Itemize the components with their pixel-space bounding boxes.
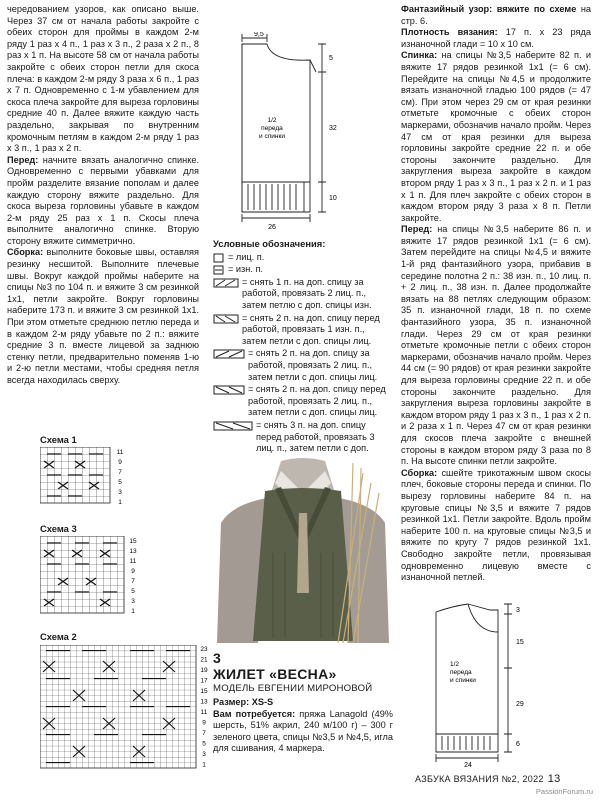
vest-illustration (213, 453, 393, 645)
fancy-text: на стр. 6. (401, 4, 591, 26)
scheme-3-row: 15 (129, 538, 137, 545)
legend-text: = снять 1 п. на доп. спицу за работой, провязать 2 лиц. п., затем петлю с доп. спицы изн. (242, 276, 372, 310)
scheme-2-row: 11 (200, 709, 208, 716)
purl-symbol-icon (213, 265, 225, 275)
legend-text: = снять 2 п. на доп. спицу перед работой, провязать 1 изн. п., затем петли с доп. спицы лиц. (242, 312, 380, 346)
scheme-3-row: 11 (129, 558, 137, 565)
knit-symbol-icon (213, 253, 225, 263)
scheme-2-row: 13 (200, 698, 208, 706)
page-number: 13 (547, 773, 561, 785)
legend-text: = изн. п. (228, 264, 263, 275)
scheme-2-row: 5 (202, 740, 206, 748)
legend-text: = снять 2 п. на доп. спицу перед работой, провязать 2 лиц. п., затем петли с доп. спицы лиц. (248, 384, 386, 418)
legend-text: = снять 3 п. на доп. спицу перед работой, провязать 3 лиц. п., затем петли с доп. (256, 419, 375, 454)
scheme-3-row: 7 (131, 578, 135, 585)
article-model: МОДЕЛЬ ЕВГЕНИИ МИРОНОВОЙ (213, 683, 373, 694)
legend (213, 238, 391, 467)
left-text-column (7, 4, 199, 387)
scheme-1-row: 9 (118, 459, 122, 466)
dim-bottom: 24 (464, 762, 472, 768)
scheme-2-row: 1 (202, 761, 206, 769)
back-text: на спицы №3,5 наберите 82 п. и вяжите 17 рядов резинкой 1х1 (= 6 см). Перейдите на спицы №4,5 и продолжите вязать изнаночной гладью 100 рядов (= 47 см). При этом через 29 см от края резинки отметьте кромочные с обеих сторон маркерами, обозначив начало пройм. Через 47 см от края резинки для выреза горловины закройте средние 22 п. и обе стороны закончите раздельно. Для закругления выреза закройте в каждом втором ряду 1 раз х 3 п., 1 раз х 2 п. и 1 раз х 1 п. Для плеч закройте с обеих сторон в каждом втором ряду 3 раза х 8 п. Петли закройте. (401, 50, 591, 223)
scheme-1-row: 3 (118, 489, 122, 496)
legend-row (213, 384, 391, 419)
density-paragraph (401, 27, 591, 50)
pattern-1-caption: и спинки (259, 133, 285, 140)
scheme-1-chart (40, 447, 130, 509)
materials-text: пряжа Lanagold (49% шерсть, 51% акрил, 240 м/100 г) – 300 г зеленого цвета, спицы №3,5 и №4,5, игла для сшивания, 4 маркера. (213, 708, 393, 754)
pattern-1-caption: переда (261, 125, 283, 132)
dim-side-1: 3 (516, 607, 520, 614)
materials-paragraph (213, 709, 393, 755)
scheme-1-label: Схема 1 (40, 434, 77, 445)
fancy-paragraph (401, 4, 591, 27)
dim-bottom: 26 (268, 224, 276, 231)
front-text: начните вязать аналогично спинке. Одновременно с первыми убавками для пройм разделите вязание пополам и далее каждую сторону вяжите раздельно. Для скоса выреза горловины убавьте в каждом 2-м ряду 25 раз х 1 п. Скосы плеча выполните аналогично спинке. Вторую сторону вяжите симметрично. (7, 154, 199, 246)
watermark: PassionForum.ru (535, 787, 593, 797)
cable-6-front-symbol-icon (213, 421, 253, 431)
left-intro-paragraph: чередованием узоров, как описано выше. Через 37 см от начала работы закройте с обеих сторон для проймы в каждом 2-м ряду 1 раз х 4 п., 1 раз х 3 п., 2 раза х 2 п., 8 раз х 1 п. На высоте 58 см от начала работы закройте с обеих сторон петли для скоса плеча: в каждом 2-м ряду 3 раза х 6 п., 1 раз х 7 п. Одновременно с 1-м убавлением для скоса плеча закройте для выреза горловины средние 40 п. Далее вяжите каждую часть раздельно, закрывая по внутренним кромочным петлям в каждом 2-м ряду 1 раз х 3 п., 1 раз х 2 п. (7, 4, 199, 154)
pattern-diagram-2 (428, 602, 548, 768)
legend-row (213, 252, 391, 264)
cable-right-symbol-icon (213, 278, 239, 288)
scheme-3-row: 3 (131, 598, 135, 605)
right-text-column (401, 4, 591, 584)
cable-4-back-symbol-icon (213, 349, 245, 359)
pattern-diagram-1 (232, 32, 362, 232)
scheme-3-row: 1 (131, 608, 135, 615)
vest-photo (213, 453, 393, 645)
scheme-1-row: 7 (118, 469, 122, 476)
scheme-1-row: 5 (118, 479, 122, 486)
legend-text: = лиц. п. (228, 251, 265, 262)
size-line (213, 697, 393, 709)
right-front-heading: Перед: (401, 224, 433, 235)
page-footer (415, 774, 561, 786)
dim-side-2: 32 (329, 125, 337, 132)
left-assembly-paragraph (7, 247, 199, 386)
article-header (213, 650, 393, 755)
legend-row (213, 348, 391, 383)
scheme-2-row: 15 (200, 688, 208, 695)
dim-side-3: 29 (516, 701, 524, 708)
dim-side-3: 10 (329, 195, 337, 202)
legend-row (213, 277, 391, 312)
scheme-1-row: 1 (118, 499, 122, 506)
scheme-1-row: 11 (116, 449, 124, 456)
scheme-3-chart (40, 536, 140, 620)
legend-row (213, 313, 391, 348)
scheme-2-label: Схема 2 (40, 631, 77, 642)
scheme-3-row: 13 (129, 548, 137, 555)
scheme-2-row: 9 (202, 719, 206, 727)
cable-4-front-symbol-icon (213, 385, 245, 395)
right-front-paragraph (401, 224, 591, 467)
scheme-3-label: Схема 3 (40, 523, 77, 534)
dim-side-2: 15 (516, 639, 524, 646)
scheme-2-row: 23 (200, 646, 208, 653)
article-title: ЖИЛЕТ «ВЕСНА» (213, 666, 337, 682)
density-text: 17 п. х 23 ряда изнаночной глади = 10 х 10 см. (401, 27, 591, 49)
dim-top: 9,5 (254, 32, 264, 38)
scheme-2-row: 21 (200, 656, 208, 664)
pattern-2-caption: и спинки (450, 677, 476, 684)
fancy-heading: Фантазийный узор: (401, 4, 493, 14)
back-heading: Спинка: (401, 50, 438, 61)
left-front-paragraph (7, 155, 199, 248)
article-number: 3 (213, 650, 221, 666)
back-paragraph (401, 50, 591, 224)
right-assembly-paragraph (401, 468, 591, 584)
assembly-heading: Сборка: (7, 247, 44, 258)
front-heading: Перед: (7, 154, 39, 165)
size-value: XS-S (251, 697, 274, 707)
scheme-2-chart (40, 645, 210, 773)
scheme-3-row: 5 (131, 588, 135, 595)
scheme-3-row: 9 (131, 568, 135, 575)
right-front-text: на спицы №3,5 наберите 86 п. и вяжите 17 рядов резинкой 1х1 (= 6 см). Затем перейдите на спицы №4,5 и вяжите 1-й ряд фантазийного узора, прибавив в середине полотна 2 п.: 38 изн. п., 10 лиц. п. + 2 лиц. п., 38 изн. п. Далее продолжайте вязать на 88 петлях следующим образом: 35 п. изнаночной глади, 18 п. по схеме фантазийного узора, 35 п. изнаночной глади. Через 29 см от края резинки отметьте кромочные петли с обеих сторон маркерами, обозначив начало пройм. Через 44 см (= 90 рядов) от края резинки закройте для выреза горловины средние 22 п. и обе стороны закончите раздельно. Для закругления выреза горловины закройте в каждом втором ряду 1 раз х 3 п., 1 раз х 2 п. и 2 раза х 1 п. Через 47 см от края резинки для скосов плеча закройте с внешней стороны в каждом втором ряду 3 раза по 8 п. На высоте спинки петли закройте. (401, 224, 591, 467)
scheme-2-row: 17 (200, 677, 208, 685)
dim-side-4: 6 (516, 741, 520, 748)
pattern-2-caption: 1/2 (450, 661, 460, 668)
assembly-text: выполните боковые швы, оставляя резинку несшитой. Выполните плечевые швы. Вокруг каждой проймы наберите на спицы №3 по 104 п. и вяжите 3 см резинкой 1х1, петли закройте. Вокруг горловины наберите 173 п. и вяжите 3 см резинкой 1х1. При этом отметьте среднюю петлю переда и в каждом 2-м ряду убавьте по 2 п.: вяжите средние 3 п. вместе лицевой за заднюю стенку петли, предварительно поменяв 1-ю и 2-ю петли местами, чтобы средняя петля всегда находилась сверху. (7, 247, 199, 385)
cable-left-symbol-icon (213, 314, 239, 324)
pattern-1-caption: 1/2 (267, 117, 277, 124)
right-assembly-heading: Сборка: (401, 467, 438, 478)
density-heading: Плотность вязания: (401, 27, 498, 38)
dim-side-1: 5 (329, 55, 333, 62)
legend-row (213, 264, 391, 276)
legend-title: Условные обозначения: (213, 238, 326, 249)
legend-text: = снять 2 п. на доп. спицу за работой, провязать 2 лиц. п., затем петли с доп. спицы лиц. (248, 348, 378, 382)
magazine-name: АЗБУКА ВЯЗАНИЯ №2, 2022 (415, 774, 544, 784)
fancy-bold-text: вяжите по схеме (496, 4, 577, 14)
materials-label: Вам потребуется: (213, 708, 296, 719)
scheme-2-row: 19 (200, 667, 208, 674)
right-assembly-text: сшейте трикотажным швом скосы плеч, боковые стороны переда и спинки. По вырезу горловины наберите 84 п. на круговые спицы №3,5 и вяжите 7 рядов резинкой 1х1. Петли закройте. Вдоль пройм наберите 100 п. на круговые спицы №3,5 и вяжите по кругу 7 рядов резинкой 1х1. Свободно закройте петли, провязывая одновременно лицевую вместе с изнаночной петлей. (401, 467, 591, 583)
scheme-2-row: 3 (202, 751, 206, 758)
size-label: Размер: (213, 697, 250, 707)
scheme-2-row: 7 (202, 730, 206, 737)
pattern-2-caption: переда (450, 669, 472, 676)
